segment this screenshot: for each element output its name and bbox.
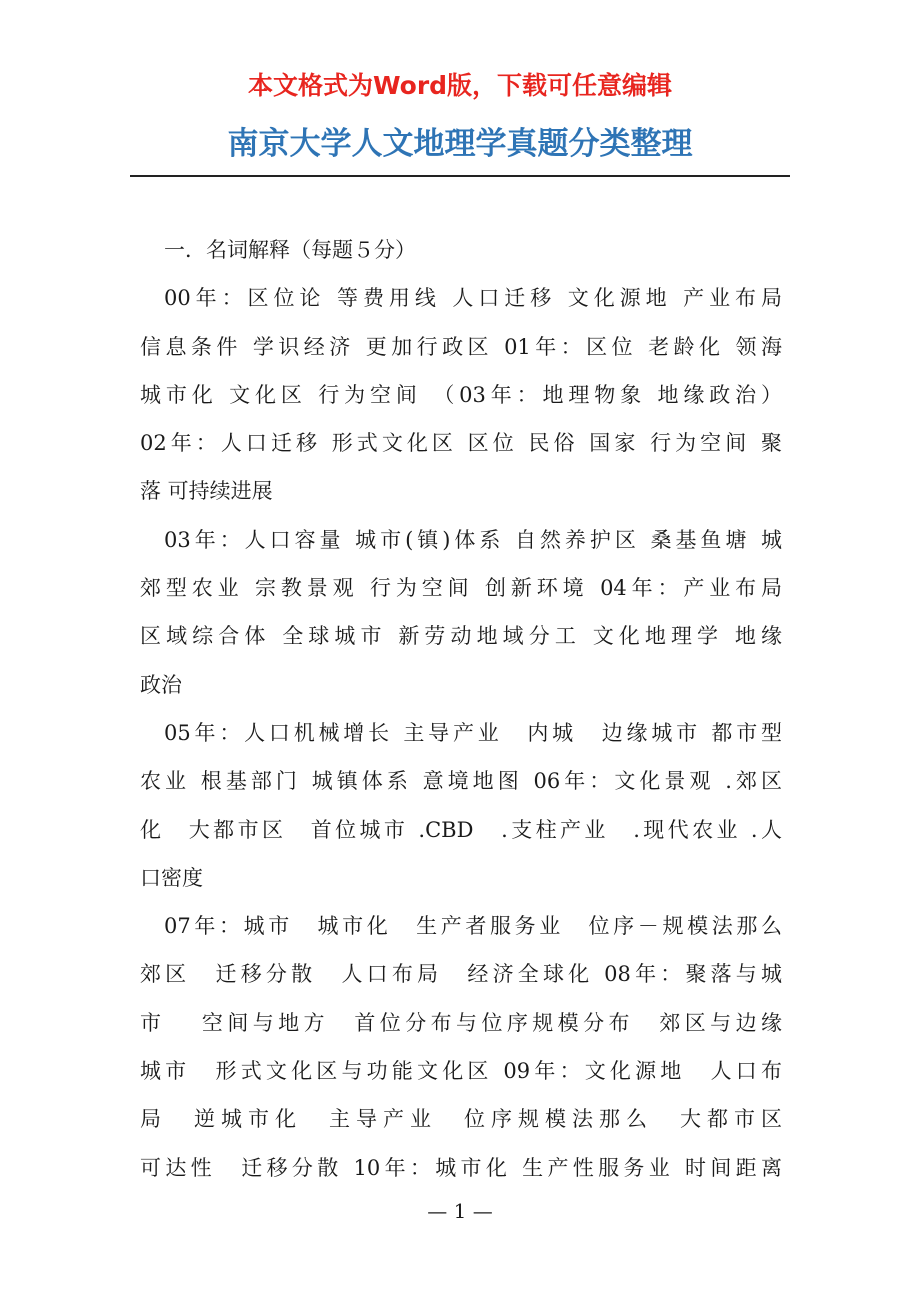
text-line: 落 可持续进展 [140,479,273,504]
text-line: 口密度 [140,865,203,890]
page-number: — 1 — [427,1199,493,1223]
text-line: 农业 根基部门 城镇体系 意境地图 06年：文化景观 .郊区 [140,769,782,794]
text-line: 市 空间与地方 首位分布与位序规模分布 郊区与边缘 [140,1010,782,1035]
text-line: 城市 形式文化区与功能文化区 09年：文化源地 人口布 [140,1059,782,1084]
text-line: 03年：人口容量 城市(镇)体系 自然养护区 桑基鱼塘 城 [164,527,782,552]
text-line: 区域综合体 全球城市 新劳动地域分工 文化地理学 地缘 [140,624,782,649]
text-line: 政治 [140,672,182,697]
text-line: 郊型农业 宗教景观 行为空间 创新环境 04年：产业布局 [140,576,782,601]
text-line: 郊区 迁移分散 人口布局 经济全球化 08年：聚落与城 [140,962,782,987]
download-notice: 本文格式为Word版，下载可任意编辑 [247,71,673,100]
text-line: 05年：人口机械增长 主导产业 内城 边缘城市 都市型 [164,720,782,745]
text-line: 可达性 迁移分散 10年：城市化 生产性服务业 时间距离 [140,1155,782,1180]
title-divider [130,175,790,177]
text-line: 00年：区位论 等费用线 人口迁移 文化源地 产业布局 [164,286,782,311]
text-line: 化 大都市区 首位城市 .CBD .支柱产业 .现代农业 .人 [140,817,782,842]
text-line: 局 逆城市化 主导产业 位序规模法那么 大都市区 [140,1107,782,1132]
document-body [140,226,782,1192]
text-line: 一．名词解释（每题５分） [164,238,416,262]
text-line: 信息条件 学识经济 更加行政区 01年：区位 老龄化 领海 [140,334,782,359]
text-line: 城市化 文化区 行为空间 （03年：地理物象 地缘政治） [140,382,782,407]
document-title: 南京大学人文地理学真题分类整理 [227,126,693,162]
text-line: 07年：城市 城市化 生产者服务业 位序－规模法那么 [164,914,782,939]
text-line: 02年：人口迁移 形式文化区 区位 民俗 国家 行为空间 聚 [140,431,782,456]
